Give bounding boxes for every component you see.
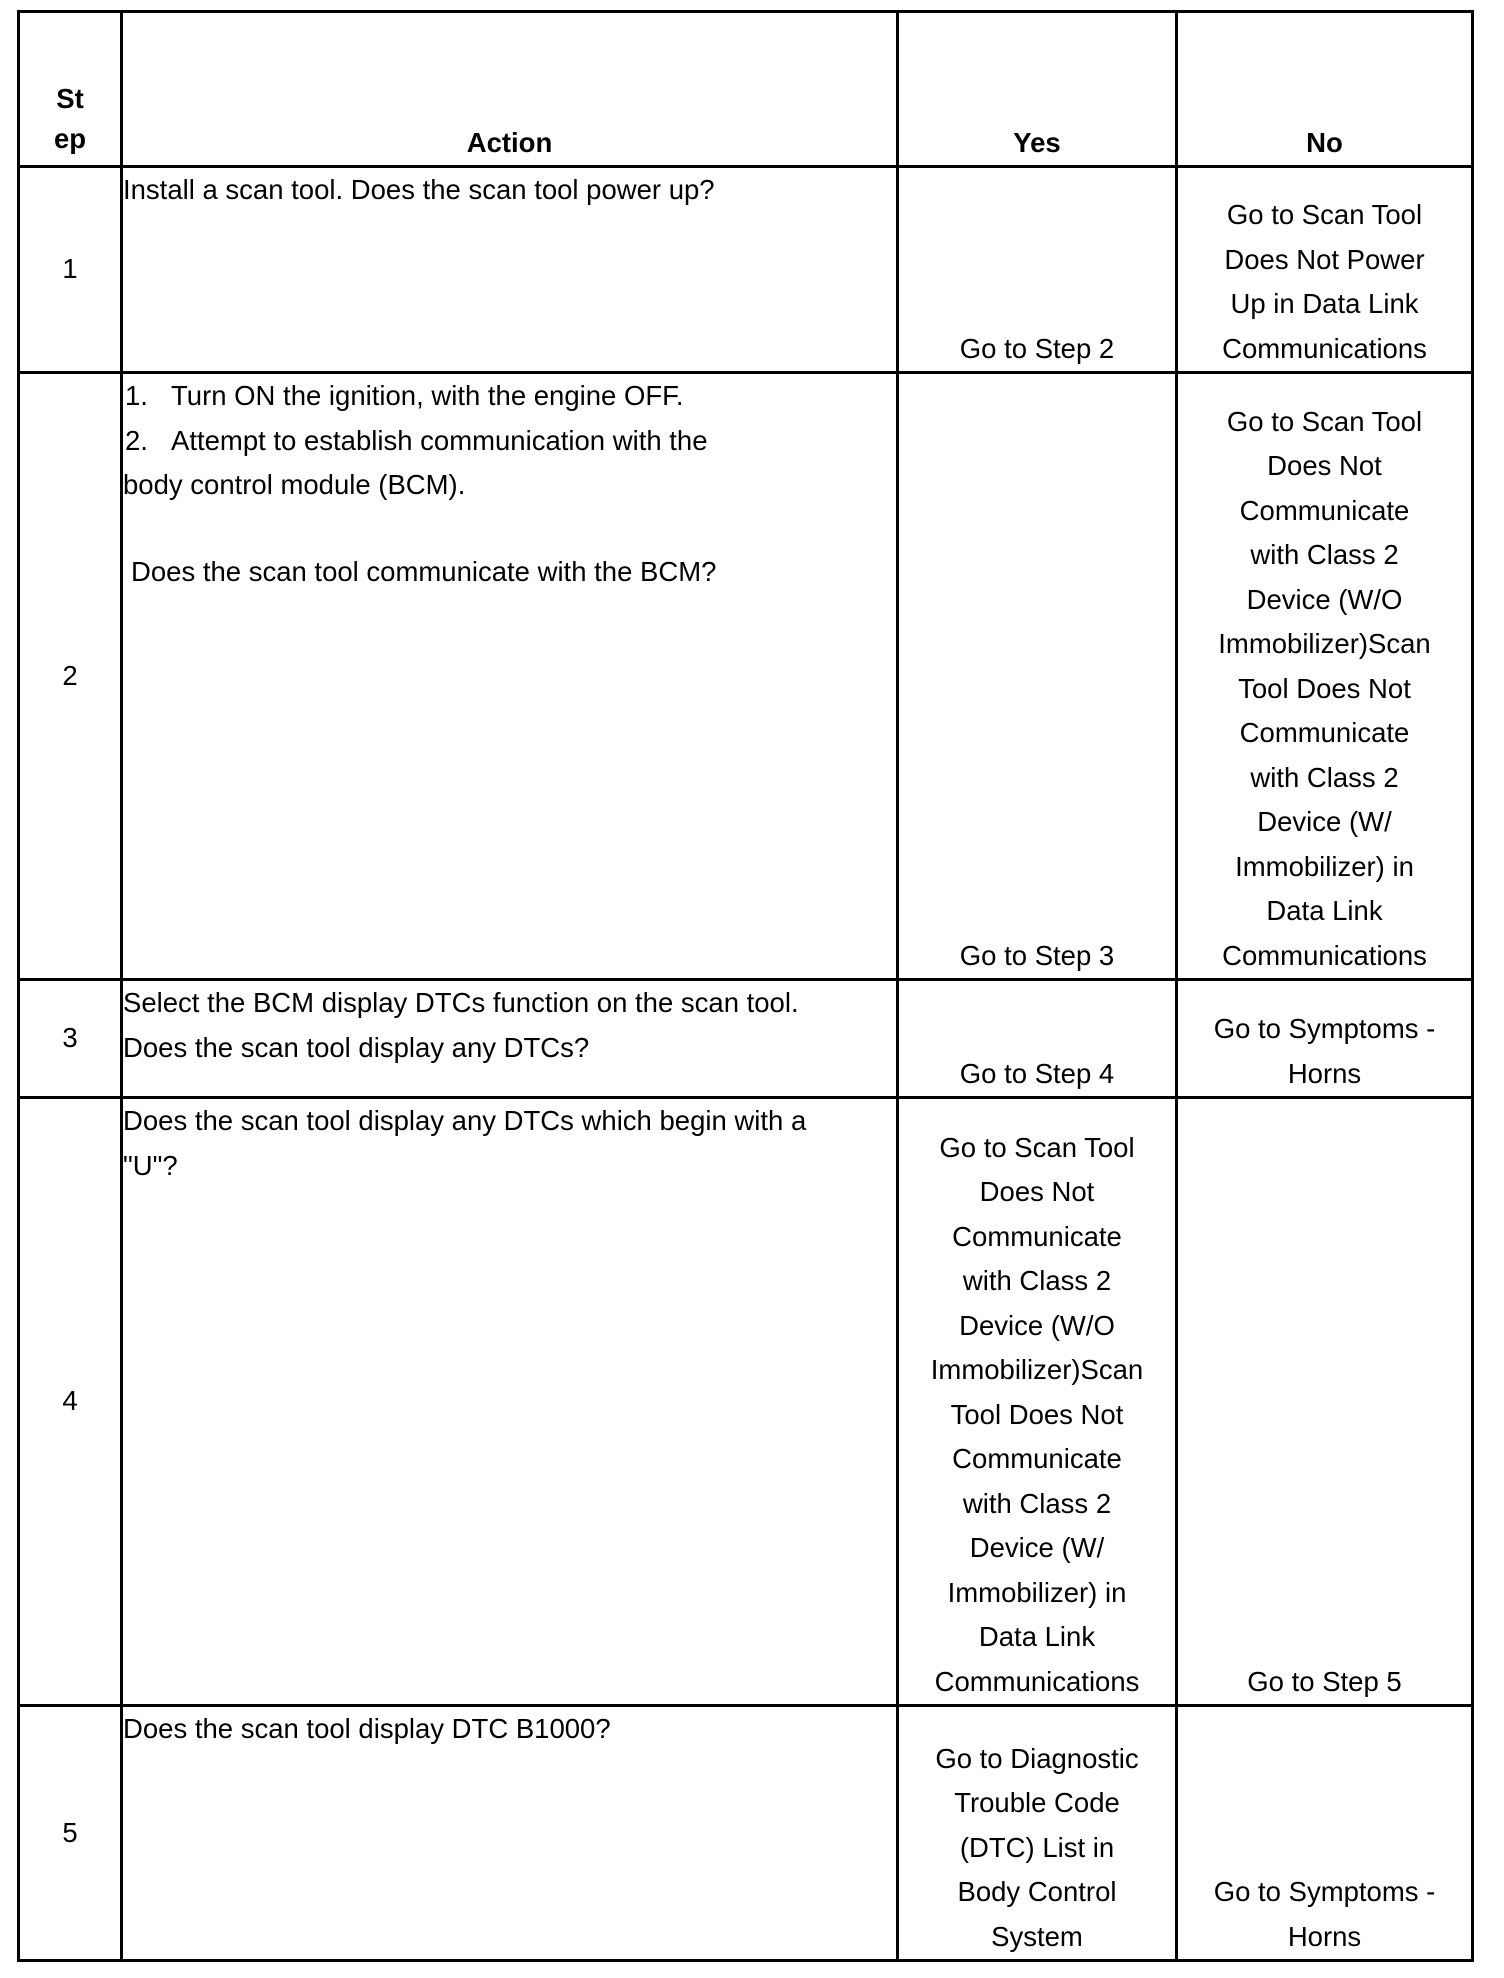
no-text: Go to Scan Tool: [1226, 405, 1423, 437]
header-step-line2: ep: [53, 123, 87, 154]
no-text: with Class 2: [1250, 539, 1399, 570]
yes-text: Trouble Code: [954, 1787, 1120, 1818]
yes-text: Communications: [934, 1665, 1140, 1697]
yes-text: Go to Scan Tool: [939, 1131, 1135, 1163]
step-number: 3: [19, 980, 122, 1098]
no-text: with Class 2: [1250, 761, 1399, 793]
yes-text: Data Link: [978, 1621, 1096, 1652]
no-text: Communicate: [1239, 717, 1410, 748]
no-text: Go to Symptoms -: [1213, 1876, 1436, 1907]
no-cell: [1177, 980, 1473, 1098]
header-step-line1: St: [56, 83, 84, 114]
yes-text: Go to Step 3: [959, 939, 1115, 971]
spacer: [123, 508, 896, 550]
yes-text: (DTC) List in: [959, 1831, 1115, 1863]
action-list-item: [123, 419, 896, 464]
table-header: [19, 12, 1473, 167]
yes-cell: [898, 373, 1177, 980]
no-text: Up in Data Link: [1230, 288, 1419, 319]
action-text: "U"?: [123, 1149, 178, 1181]
action-question: Does the scan tool communicate with the BCM?: [131, 555, 717, 587]
action-text: Turn ON the ignition, with the engine OFF.: [171, 380, 684, 411]
action-text: body control module (BCM).: [123, 469, 466, 500]
no-text: Device (W/O: [1246, 583, 1403, 615]
yes-text: Tool Does Not: [950, 1398, 1124, 1430]
action-cell: [122, 1706, 898, 1961]
action-text: Attempt to establish communication with the: [171, 424, 708, 456]
no-cell: [1177, 1098, 1473, 1706]
yes-text: System: [991, 1920, 1083, 1952]
header-no: No: [1177, 12, 1473, 167]
action-cell: [122, 980, 898, 1098]
action-text: Select the BCM display DTCs function on the scan tool.: [123, 987, 799, 1018]
diagnostic-table: [17, 10, 1474, 1962]
step-number: 4: [19, 1098, 122, 1706]
no-cell: [1177, 167, 1473, 373]
yes-text: Body Control: [957, 1876, 1117, 1907]
step-number: 5: [19, 1706, 122, 1961]
no-text: Go to Scan Tool: [1226, 199, 1423, 230]
no-text: Immobilizer)Scan: [1218, 628, 1431, 659]
no-cell: [1177, 1706, 1473, 1961]
yes-text: Communicate: [952, 1443, 1122, 1474]
yes-cell: [898, 167, 1177, 373]
list-number: 1.: [125, 380, 148, 411]
header-step: [19, 12, 122, 167]
yes-text: with Class 2: [962, 1487, 1112, 1519]
yes-text: Device (W/: [969, 1532, 1105, 1563]
yes-text: Does Not: [979, 1176, 1095, 1207]
no-text: Horns: [1287, 1920, 1362, 1952]
action-cell: [122, 167, 898, 373]
yes-cell: [898, 980, 1177, 1098]
yes-text: Go to Diagnostic: [935, 1742, 1139, 1774]
yes-cell: [898, 1098, 1177, 1706]
no-text: Immobilizer) in: [1235, 850, 1414, 882]
no-text: Does Not: [1267, 450, 1382, 481]
yes-text: Go to Step 2: [959, 332, 1115, 364]
yes-text: Device (W/O: [959, 1309, 1115, 1341]
table-row: [19, 1098, 1473, 1706]
table-body: [19, 167, 1473, 1961]
action-text: Does the scan tool display any DTCs?: [123, 1031, 590, 1063]
no-text: Communications: [1222, 939, 1427, 971]
no-text: Communications: [1222, 332, 1427, 364]
table-row: [19, 980, 1473, 1098]
yes-text: Immobilizer)Scan: [930, 1354, 1144, 1385]
no-text: Horns: [1287, 1057, 1362, 1089]
yes-text: Immobilizer) in: [947, 1576, 1127, 1608]
action-list-item: [123, 374, 896, 419]
action-text: Does the scan tool display any DTCs which begin with a: [123, 1105, 807, 1136]
yes-text: Go to Step 4: [959, 1057, 1115, 1089]
no-text: Data Link: [1266, 895, 1383, 926]
step-number: 2: [19, 373, 122, 980]
action-cell: [122, 373, 898, 980]
table-row: [19, 167, 1473, 373]
step-number: 1: [19, 167, 122, 373]
table-row: [19, 1706, 1473, 1961]
list-number: 2.: [125, 424, 148, 456]
yes-cell: [898, 1706, 1177, 1961]
no-text: Communicate: [1239, 494, 1410, 526]
no-text: Go to Step 5: [1247, 1665, 1402, 1697]
no-text: Does Not Power: [1224, 243, 1425, 275]
no-text: Go to Symptoms -: [1213, 1013, 1436, 1044]
no-text: Tool Does Not: [1238, 672, 1411, 704]
table-row: [19, 373, 1473, 980]
yes-text: with Class 2: [962, 1265, 1112, 1296]
header-yes: Yes: [898, 12, 1177, 167]
yes-text: Communicate: [952, 1220, 1122, 1252]
action-cell: [122, 1098, 898, 1706]
action-text: Install a scan tool. Does the scan tool power up?: [123, 174, 715, 205]
action-text: Does the scan tool display DTC B1000?: [123, 1713, 611, 1744]
no-cell: [1177, 373, 1473, 980]
header-action: Action: [122, 12, 898, 167]
no-text: Device (W/: [1257, 806, 1392, 837]
